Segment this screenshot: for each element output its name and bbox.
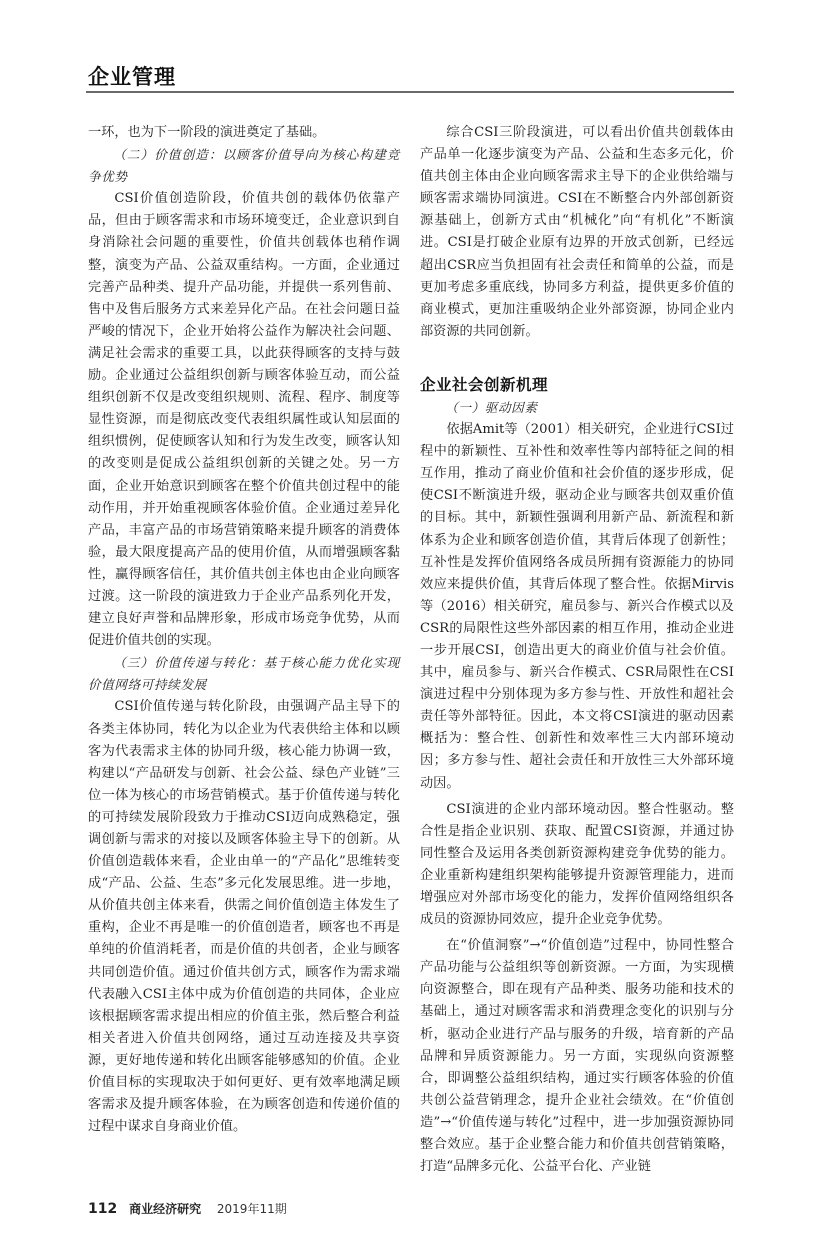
paragraph-internal-drivers: CSI演进的企业内部环境动因。整合性驱动。整合性是指企业识别、获取、配置CSI资源，并通过协同性整合及运用各类创新资源构建竞争优势的能力。企业重新构建组织架构能够提升资源管理能力，进而增强应对外部市场变化的能力，发挥价值网络组织各成员的资源协同效应，提升企业竞争优势。: [420, 801, 734, 928]
paragraph-value-creation: CSI价值创造阶段，价值共创的载体仍依靠产品，但由于顾客需求和市场环境变迁，企业意识到自身消除社会问题的重要性，价值共创载体也稍作调整，演变为产品、公益双重结构。一方面，企业通过完善产品种类、提升产品功能，并提供一系列售前、售中及售后服务方式来差异化产品。在社会问题日益严峻的情况下，企业开始将公益作为解决社会问题、满足社会需求的重要工具，以此获得顾客的支持与鼓励。企业通过公益组织创新与顾客体验互动，而公益组织创新不仅是改变组织规则、流程、程序、制度等显性资源，而是彻底改变代表组织属性或认知层面的组织惯例，促使顾客认知和行为发生改变，顾客认知的改变则是促成公益组织创新的关键之处。另一方面，企业开始意识到顾客在整个价值共创过程中的能动作用，并开始重视顾客体验价值。企业通过差异化产品，丰富产品的市场营销策略来提升顾客的消费体验，最大限度提高产品的使用价值，从而增强顾客黏性，赢得顾客信任，其价值共创主体也由企业向顾客过渡。这一阶段的演进致力于企业产品系列化开发，建立良好声誉和品牌形象，形成市场竞争优势，从而促进价值共创的实现。: [88, 191, 400, 649]
page-number: 112: [88, 1201, 118, 1218]
paragraph-value-transfer: CSI价值传递与转化阶段，由强调产品主导下的各类主体协同，转化为以企业为代表供给主体和以顾客为代表需求主体的协同升级，核心能力协调一致，构建以“产品研发与创新、社会公益、绿色产业链”三位一体为核心的市场营销模式。基于价值传递与转化的可持续发展阶段致力于推动CSI迈向成熟稳定，强调创新与需求的对接以及顾客体验主导下的创新。从价值创造载体来看，企业由单一的“产品化”思维转变成“产品、公益、生态”多元化发展思维。进一步地，从价值共创主体来看，供需之间价值创造主体发生了重构，企业不再是唯一的价值创造者，顾客也不再是单纯的价值消耗者，而是价值的共创者，企业与顾客共同创造价值。通过价值共创方式，顾客作为需求端代表融入CSI主体中成为价值创造的共同体，企业应该根据顾客需求提出相应的价值主张，然后整合利益相关者进入价值共创网络，通过互动连接及共享资源，更好地传递和转化出顾客能够感知的价值。企业价值目标的实现取决于如何更好、更有效率地满足顾客需求及提升顾客体验，在为顾客创造和传递价值的过程中谋求自身商业价值。: [88, 699, 400, 1135]
page-footer: [88, 1200, 734, 1218]
running-head-section-title: 企业管理: [88, 65, 176, 89]
paragraph-integration-process: 在“价值洞察”→“价值创造”过程中，协同性整合产品功能与公益组织等创新资源。一方面，为实现横向资源整合，即在现有产品种类、服务功能和技术的基础上，通过对顾客需求和消费理念变化的识别与分析，驱动企业进行产品与服务的升级，培育新的产品品牌和异质资源能力。另一方面，实现纵向资源整合，即调整公益组织结构，通过实行顾客体验的价值共创公益营销理念，提升企业社会绩效。在“价值创造”→“价值传递与转化”过程中，进一步加强资源协同整合效应。基于企业整合能力和价值共创营销策略，打造“品牌多元化、公益平台化、产业链: [420, 938, 734, 1175]
subheading-value-transfer: （三）价值传递与转化：基于核心能力优化实现价值网络可持续发展: [88, 655, 400, 693]
paragraph-continued: 一环，也为下一阶段的演进奠定了基础。: [88, 125, 326, 140]
section-heading: 企业社会创新机理: [420, 375, 549, 394]
issue-label: 2019年11期: [216, 1202, 287, 1217]
subheading-driving-factors: （一）驱动因素: [445, 399, 538, 415]
left-column: [88, 122, 400, 1138]
paragraph-driving-factors: 依据Amit等（2001）相关研究，企业进行CSI过程中的新颖性、互补性和效率性等内部特征之间的相互作用，推动了商业价值和社会价值的逐步形成，促使CSI不断演进升级，驱动企业与顾客共创双重价值的目标。其中，新颖性强调利用新产品、新流程和新体系为企业和顾客创造价值，其背后体现了创新性；互补性是发挥价值网络各成员所拥有资源能力的协同效应来提供价值，其背后体现了整合性。依据Mirvis等（2016）相关研究，雇员参与、新兴合作模式以及CSR的局限性这些外部因素的相互作用，推动企业进一步开展CSI，创造出更大的商业价值与社会价值。其中，雇员参与、新兴合作模式、CSR局限性在CSI演进过程中分别体现为多方参与性、开放性和超社会责任等外部特征。因此，本文将CSI演进的驱动因素概括为：整合性、创新性和效率性三大内部环境动因；多方参与性、超社会责任和开放性三大外部环境动因。: [420, 422, 734, 791]
paragraph-summary: 综合CSI三阶段演进，可以看出价值共创载体由产品单一化逐步演变为产品、公益和生态多元化，价值共创主体由企业向顾客需求主导下的企业供给端与顾客需求端协同演进。CSI在不断整合内外部创新资源基础上，创新方式由“机械化”向“有机化”不断演进。CSI是打破企业原有边界的开放式创新，已经远超出CSR应当负担固有社会责任和简单的公益，而是更加考虑多重底线，协同多方利益，提供更多价值的商业模式，更加注重吸纳企业外部资源，协同企业内部资源的共同创新。: [420, 125, 734, 339]
header-rule: [86, 91, 734, 93]
body-columns: [88, 122, 734, 1178]
journal-name: 商业经济研究: [129, 1202, 202, 1217]
right-column: [420, 122, 734, 1178]
subheading-value-creation: （二）价值创造：以顾客价值导向为核心构建竞争优势: [88, 147, 400, 185]
